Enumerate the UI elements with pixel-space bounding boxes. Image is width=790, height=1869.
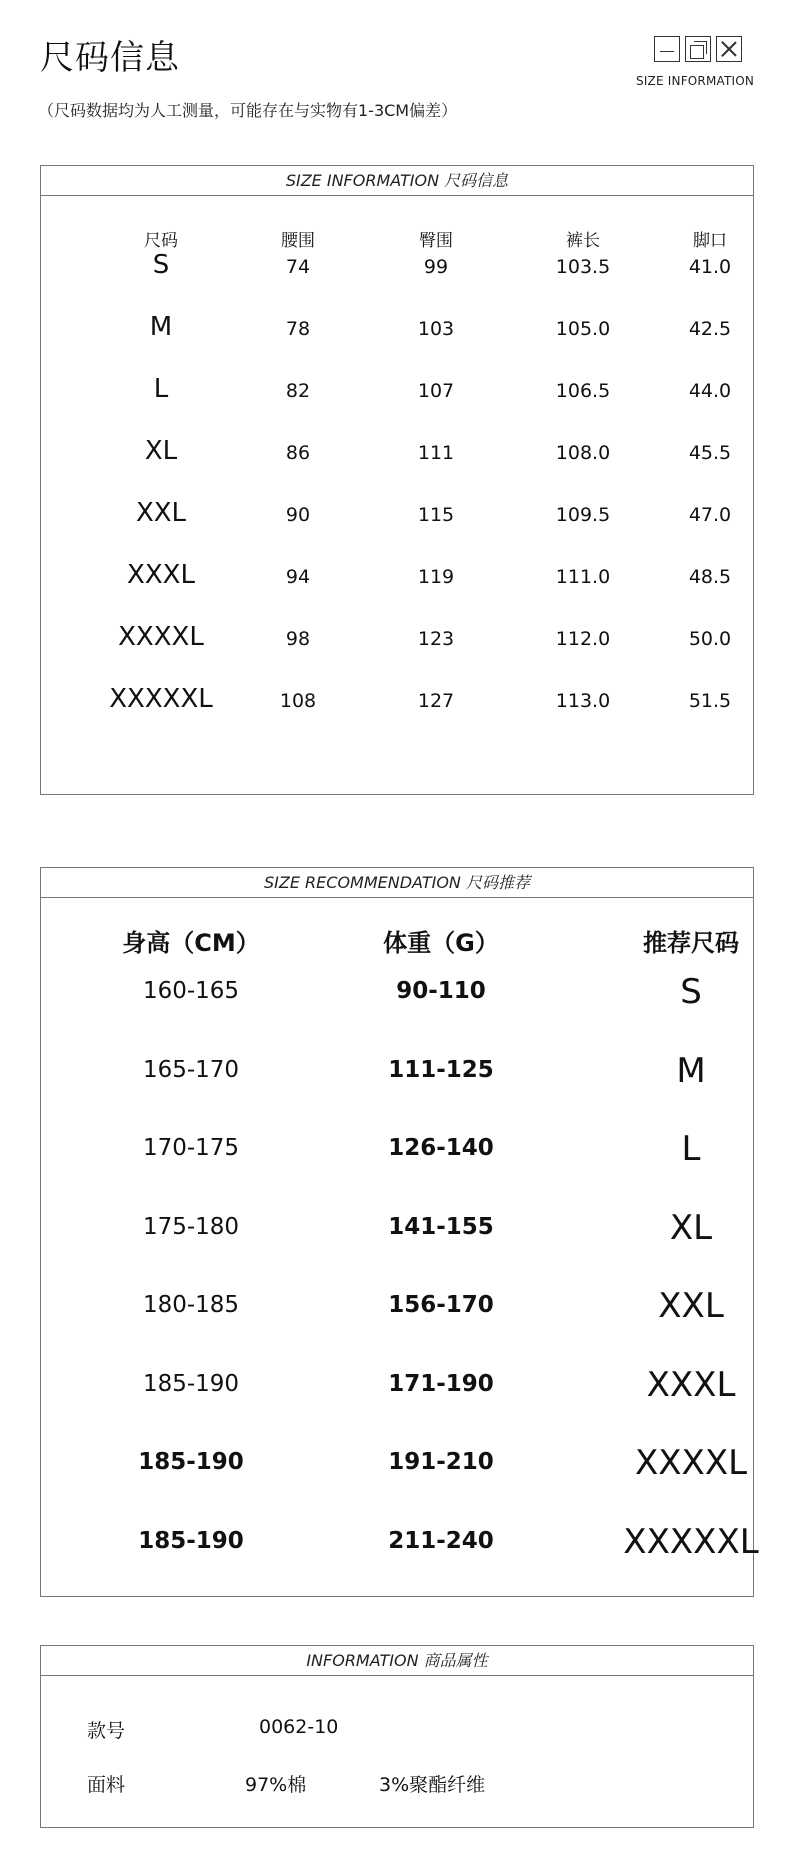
- size-table-cell: 90: [285, 504, 311, 526]
- size-table-cell: 99: [423, 256, 449, 278]
- recommendation-table-header: 体重（G）: [383, 929, 499, 957]
- size-table-cell: 47.0: [688, 504, 732, 526]
- size-table-cell: 113.0: [555, 690, 611, 712]
- size-table-size-cell: M: [149, 312, 173, 342]
- height-cell: 185-190: [138, 1449, 244, 1475]
- size-table-cell: 111.0: [555, 566, 611, 588]
- height-cell: 185-190: [138, 1527, 244, 1554]
- product-info-table-title: INFORMATION 商品属性: [41, 1646, 753, 1676]
- size-table-cell: 106.5: [555, 380, 611, 402]
- size-recommendation-table: [40, 867, 759, 1597]
- size-recommendation-table-title: SIZE RECOMMENDATION 尺码推荐: [41, 868, 753, 898]
- weight-cell: 191-210: [388, 1449, 494, 1475]
- page-subtitle: （尺码数据均为人工测量，可能存在与实物有1-3CM偏差）: [38, 101, 458, 120]
- height-cell: 165-170: [142, 1056, 240, 1083]
- recommended-size-cell: M: [676, 1050, 706, 1091]
- size-table-cell: 119: [417, 566, 455, 588]
- size-table-size-cell: XXXXXL: [109, 684, 213, 714]
- height-cell: 170-175: [142, 1135, 240, 1161]
- height-cell: 180-185: [142, 1292, 240, 1318]
- size-table-cell: 103: [417, 318, 455, 340]
- size-table-cell: 86: [285, 442, 311, 464]
- recommended-size-cell: S: [680, 972, 702, 1012]
- size-table-cell: 109.5: [555, 504, 611, 526]
- weight-cell: 141-155: [388, 1213, 494, 1240]
- size-table-cell: 42.5: [688, 318, 732, 340]
- size-table-cell: 123: [417, 628, 455, 650]
- size-info-table: [40, 165, 754, 795]
- size-table-cell: 112.0: [555, 628, 611, 650]
- recommendation-table-header: 推荐尺码: [643, 929, 739, 957]
- product-info-table: [40, 1645, 754, 1828]
- recommended-size-cell: XXXL: [646, 1364, 736, 1405]
- size-table-cell: 50.0: [688, 628, 732, 650]
- weight-cell: 90-110: [396, 978, 486, 1004]
- size-table-size-cell: S: [152, 250, 170, 280]
- window-label: SIZE INFORMATION: [636, 74, 755, 88]
- size-table-cell: 82: [285, 380, 311, 402]
- size-table-cell: 105.0: [555, 318, 611, 340]
- weight-cell: 156-170: [388, 1292, 494, 1318]
- size-table-cell: 108.0: [555, 442, 611, 464]
- size-table-cell: 127: [417, 690, 455, 712]
- size-table-size-cell: XL: [144, 436, 178, 466]
- size-table-cell: 45.5: [688, 442, 732, 464]
- height-cell: 175-180: [142, 1213, 240, 1240]
- size-table-header: 腰围: [281, 231, 315, 251]
- size-table-cell: 44.0: [688, 380, 732, 402]
- recommended-size-cell: XXXXXL: [623, 1521, 759, 1562]
- size-table-cell: 111: [417, 442, 455, 464]
- fabric-value-cotton: 97%棉: [245, 1774, 307, 1796]
- size-table-header: 臀围: [419, 231, 453, 251]
- fabric-value-polyester: 3%聚酯纤维: [379, 1774, 486, 1796]
- size-info-table-title: SIZE INFORMATION 尺码信息: [41, 166, 753, 196]
- minimize-icon: [654, 36, 680, 62]
- weight-cell: 171-190: [388, 1370, 494, 1397]
- weight-cell: 111-125: [388, 1056, 494, 1083]
- recommended-size-cell: XXL: [658, 1286, 724, 1326]
- size-table-cell: 78: [285, 318, 311, 340]
- size-table-cell: 108: [279, 690, 317, 712]
- window-controls: [654, 36, 742, 62]
- weight-cell: 211-240: [388, 1527, 494, 1554]
- height-cell: 185-190: [142, 1370, 240, 1397]
- size-table-cell: 74: [285, 256, 311, 278]
- fabric-label: 面料: [87, 1774, 126, 1796]
- size-table-cell: 48.5: [688, 566, 732, 588]
- size-table-header: 脚口: [693, 231, 727, 251]
- size-table-cell: 41.0: [688, 256, 732, 278]
- size-table-cell: 51.5: [688, 690, 732, 712]
- style-number-value: 0062-10: [259, 1716, 339, 1738]
- size-table-size-cell: XXXXL: [118, 622, 204, 652]
- height-cell: 160-165: [142, 978, 240, 1004]
- size-table-header: 尺码: [144, 231, 178, 251]
- size-table-size-cell: L: [153, 374, 169, 404]
- size-table-cell: 94: [285, 566, 311, 588]
- recommendation-table-header: 身高（CM）: [122, 929, 260, 957]
- maximize-icon: [685, 36, 711, 62]
- size-table-cell: 107: [417, 380, 455, 402]
- recommended-size-cell: XXXXL: [634, 1443, 748, 1483]
- close-icon: [716, 36, 742, 62]
- size-table-size-cell: XXL: [135, 498, 187, 528]
- page-title: 尺码信息: [40, 38, 180, 78]
- size-table-cell: 98: [285, 628, 311, 650]
- size-table-cell: 115: [417, 504, 455, 526]
- size-table-cell: 103.5: [555, 256, 611, 278]
- size-table-size-cell: XXXL: [127, 560, 195, 590]
- recommended-size-cell: XL: [669, 1207, 713, 1248]
- recommended-size-cell: L: [681, 1129, 701, 1169]
- size-table-header: 裤长: [566, 231, 600, 251]
- weight-cell: 126-140: [388, 1135, 494, 1161]
- style-number-label: 款号: [87, 1720, 126, 1742]
